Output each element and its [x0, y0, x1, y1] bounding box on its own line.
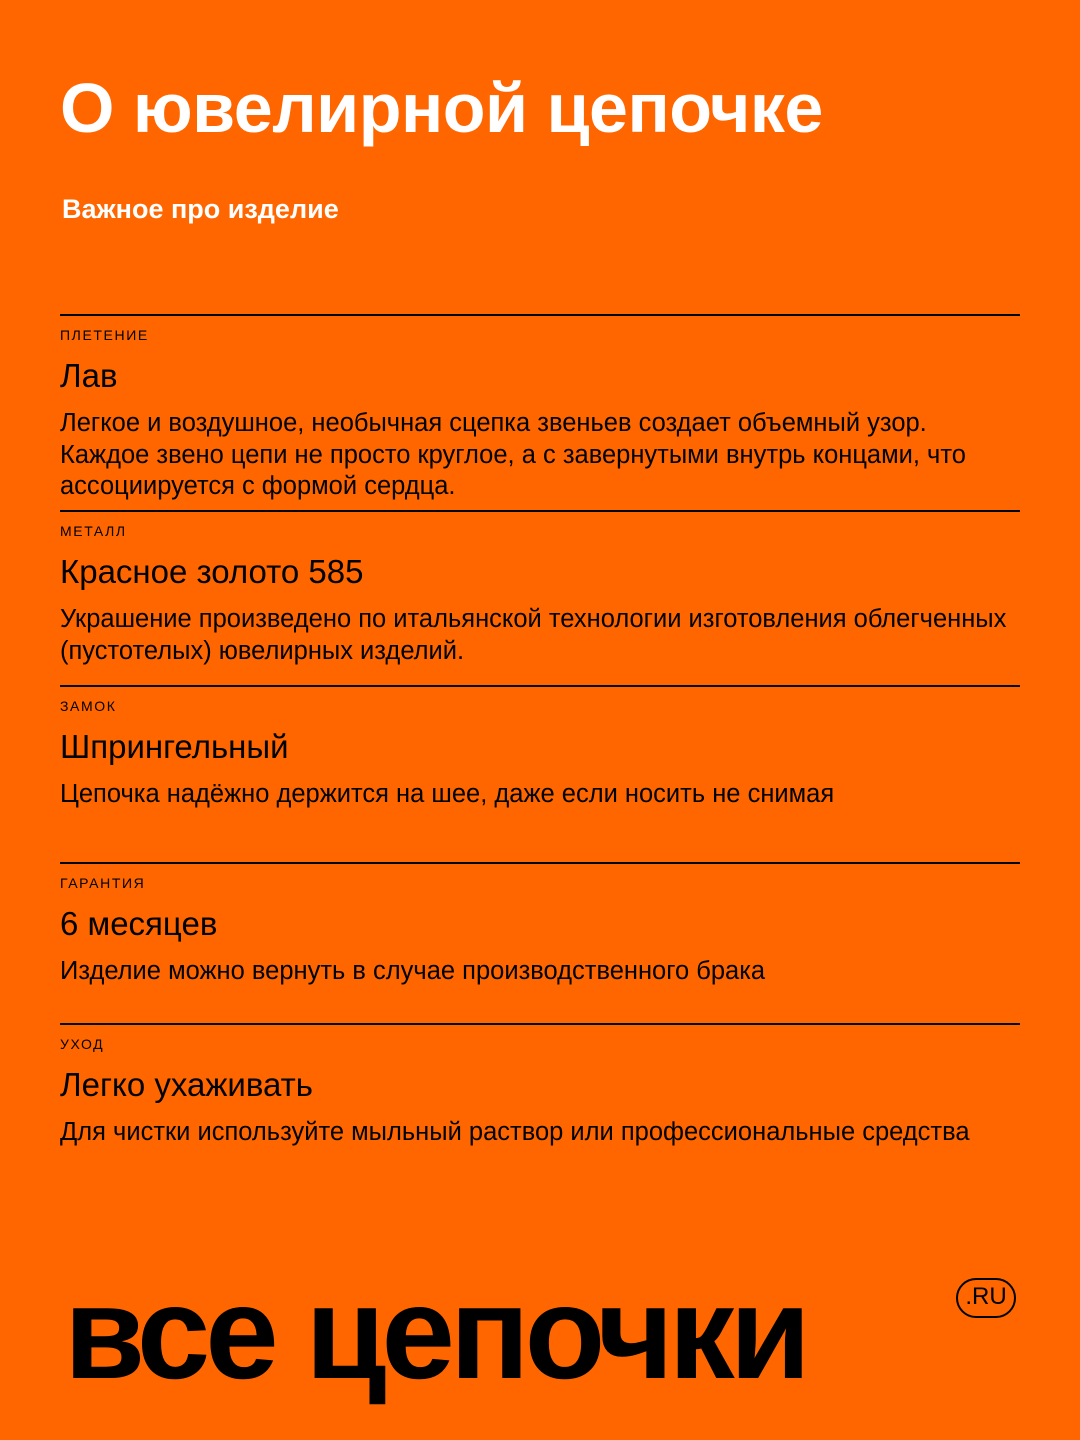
brand-logo — [64, 1259, 1024, 1406]
section-description: Для чистки используйте мыльный раствор или профессиональные средства — [60, 1118, 970, 1146]
section-description: Украшение произведено по итальянской технологии изготовления облегченных (пустотелых) ювелирных изделий. — [60, 605, 1007, 665]
page-subtitle: Важное про изделие — [62, 194, 339, 224]
section-care — [60, 1023, 1020, 1203]
section-label: ПЛЕТЕНИЕ — [60, 327, 149, 343]
section-heading: Шпрингельный — [60, 728, 289, 765]
section-description: Цепочка надёжно держится на шее, даже если носить не снимая — [60, 780, 835, 808]
section-clasp — [60, 685, 1020, 862]
section-label: МЕТАЛЛ — [60, 523, 127, 539]
section-label: ГАРАНТИЯ — [60, 875, 146, 891]
section-weave — [60, 314, 1020, 510]
brand-logo-text: все цепочки — [64, 1259, 806, 1406]
section-metal — [60, 510, 1020, 685]
page-title: О ювелирной цепочке — [60, 69, 823, 147]
section-label: ЗАМОК — [60, 698, 117, 714]
brand-domain-badge: .RU — [956, 1278, 1016, 1318]
section-description: Легкое и воздушное, необычная сцепка звеньев создает объемный узор. Каждое звено цепи не просто круглое, а с завернутыми внутрь концами, что ассоциируется с формой сердца. — [60, 409, 966, 500]
section-label: УХОД — [60, 1036, 105, 1052]
section-warranty — [60, 862, 1020, 1023]
section-heading: Легко ухаживать — [60, 1066, 313, 1103]
section-description: Изделие можно вернуть в случае производственного брака — [60, 957, 766, 985]
section-heading: 6 месяцев — [60, 905, 218, 942]
section-heading: Лав — [60, 357, 118, 394]
section-heading: Красное золото 585 — [60, 553, 364, 590]
